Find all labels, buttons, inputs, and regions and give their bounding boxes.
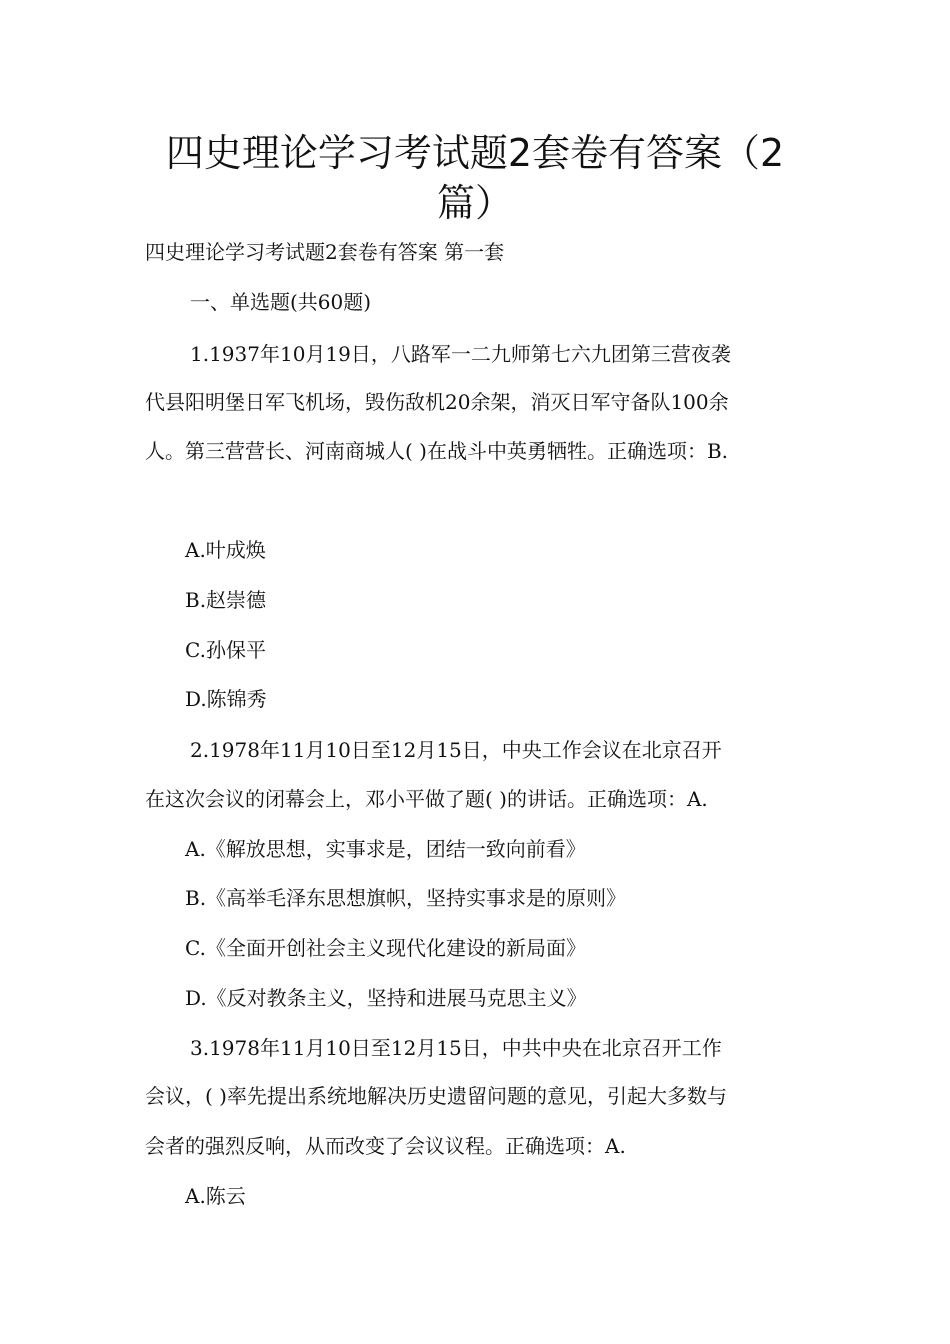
title-line-2: 篇） bbox=[436, 181, 513, 225]
question-2-option-b: B.《高举毛泽东思想旗帜，坚持实事求是的原则》 bbox=[185, 886, 627, 910]
question-2-line-1: 2.1978年11月10日至12月15日，中央工作会议在北京召开 bbox=[190, 738, 722, 762]
question-1-line-3: 人。第三营营长、河南商城人( )在战斗中英勇牺牲。正确选项：B. bbox=[145, 439, 729, 463]
question-1-option-a: A.叶成焕 bbox=[185, 538, 266, 562]
question-1-line-1: 1.1937年10月19日，八路军一二九师第七六九团第三营夜袭 bbox=[190, 342, 731, 366]
question-1-option-d: D.陈锦秀 bbox=[185, 687, 267, 711]
title-line-1: 四史理论学习考试题2套卷有答案（2 bbox=[165, 131, 785, 175]
question-1-option-c: C.孙保平 bbox=[185, 638, 266, 662]
document-subtitle: 四史理论学习考试题2套卷有答案 第一套 bbox=[145, 240, 505, 264]
question-2-line-2: 在这次会议的闭幕会上，邓小平做了题( )的讲话。正确选项：A. bbox=[145, 787, 708, 811]
question-2-option-d: D.《反对教条主义，坚持和进展马克思主义》 bbox=[185, 986, 587, 1010]
question-3-line-2: 会议，( )率先提出系统地解决历史遗留问题的意见，引起大多数与 bbox=[145, 1084, 727, 1108]
document-title bbox=[140, 128, 810, 228]
question-3-option-a: A.陈云 bbox=[185, 1184, 246, 1208]
question-3-line-1: 3.1978年11月10日至12月15日，中共中央在北京召开工作 bbox=[190, 1036, 722, 1060]
question-3-line-3: 会者的强烈反响，从而改变了会议议程。正确选项：A. bbox=[145, 1134, 626, 1158]
question-2-option-a: A.《解放思想，实事求是，团结一致向前看》 bbox=[185, 837, 586, 861]
question-1-line-2: 代县阳明堡日军飞机场，毁伤敌机20余架，消灭日军守备队100余 bbox=[145, 390, 729, 414]
question-1-option-b: B.赵崇德 bbox=[185, 588, 267, 612]
section-heading: 一、单选题(共60题) bbox=[190, 290, 372, 314]
question-2-option-c: C.《全面开创社会主义现代化建设的新局面》 bbox=[185, 936, 586, 960]
